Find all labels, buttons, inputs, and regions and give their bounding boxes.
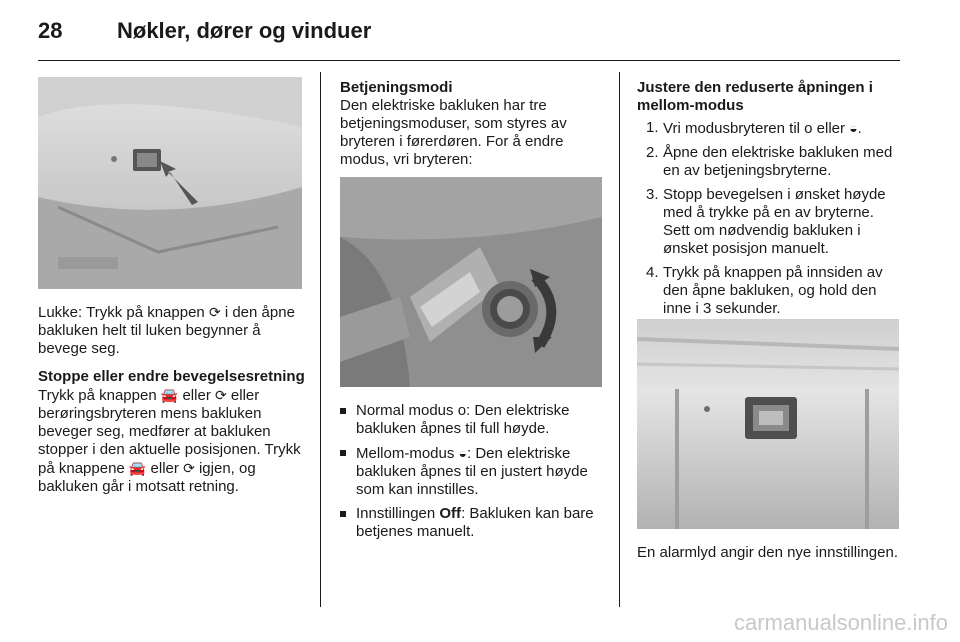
list-item: 1. Vri modusbryteren til o eller ◒. — [646, 119, 862, 137]
inner-button-photo — [637, 319, 899, 529]
column-divider-1 — [320, 72, 321, 607]
liftgate-close-icon: ⟳ — [215, 387, 227, 403]
modes-list — [340, 402, 608, 547]
page-title: Nøkler, dører og vinduer — [117, 18, 372, 43]
list-item: 2. Åpne den elektriske bakluken med en av betjeningsbryterne. — [646, 144, 893, 179]
remote-car-icon: 🚘 — [128, 460, 147, 476]
list-item: Mellom-modus ◒: Den elektriske bakluken åpnes til en justert høyde som kan innstilles. — [340, 444, 608, 499]
header-rule — [38, 60, 900, 61]
liftgate-close-icon: ⟳ — [183, 460, 195, 476]
bullet — [340, 408, 346, 414]
list-item: Normal modus o: Den elektriske bakluken åpnes til full høyde. — [340, 402, 608, 438]
mid-mode-icon: ◒ — [849, 120, 858, 136]
modes-intro: Den elektriske bakluken har tre betjeningsmoduser, som styres av bryteren i førerdøren. For å endre modus, vri bryteren: — [340, 97, 567, 168]
remote-car-icon: 🚘 — [160, 387, 179, 403]
column-3 — [637, 79, 901, 324]
column-divider-2 — [619, 72, 620, 607]
liftgate-button-photo — [38, 77, 302, 289]
list-item: 3. Stopp bevegelsen i ønsket høyde med å trykke på en av bryterne. Sett om nødvendig bakluken i ønsket posisjon manuelt. — [646, 186, 886, 257]
page-number: 28 — [38, 18, 63, 43]
close-instruction: Lukke: Trykk på knappen ⟳ i den åpne bakluken helt til luken begynner å bevege seg. — [38, 304, 295, 357]
column-1 — [38, 303, 306, 496]
column-2-intro — [340, 79, 608, 169]
adjust-heading: Justere den reduserte åpningen i mellom-modus — [637, 79, 873, 114]
watermark: carmanualsonline.info — [733, 610, 948, 635]
alarm-note: En alarmlyd angir den nye innstillingen. — [637, 544, 898, 561]
door-switch-photo — [340, 177, 602, 387]
list-item: Innstillingen Off: Bakluken kan bare betjenes manuelt. — [340, 505, 608, 541]
stop-heading: Stoppe eller endre bevegelsesretning — [38, 368, 305, 385]
stop-instruction: Trykk på knappen 🚘 eller ⟳ eller berøringsbryteren mens bakluken beveger seg, medfører at bakluken stopper i den aktuelle posisjonen. Trykk på knappene 🚘 eller ⟳ igjen, og bakluken går i motsatt retning. — [38, 387, 301, 495]
list-item: 4. Trykk på knappen på innsiden av den åpne bakluken, og hold den inne i 3 sekunder. — [646, 264, 883, 317]
mid-mode-icon: ◒ — [458, 445, 467, 461]
bullet — [340, 511, 346, 517]
liftgate-close-icon: ⟳ — [208, 304, 221, 320]
modes-heading: Betjeningsmodi — [340, 79, 453, 96]
bullet — [340, 450, 346, 456]
